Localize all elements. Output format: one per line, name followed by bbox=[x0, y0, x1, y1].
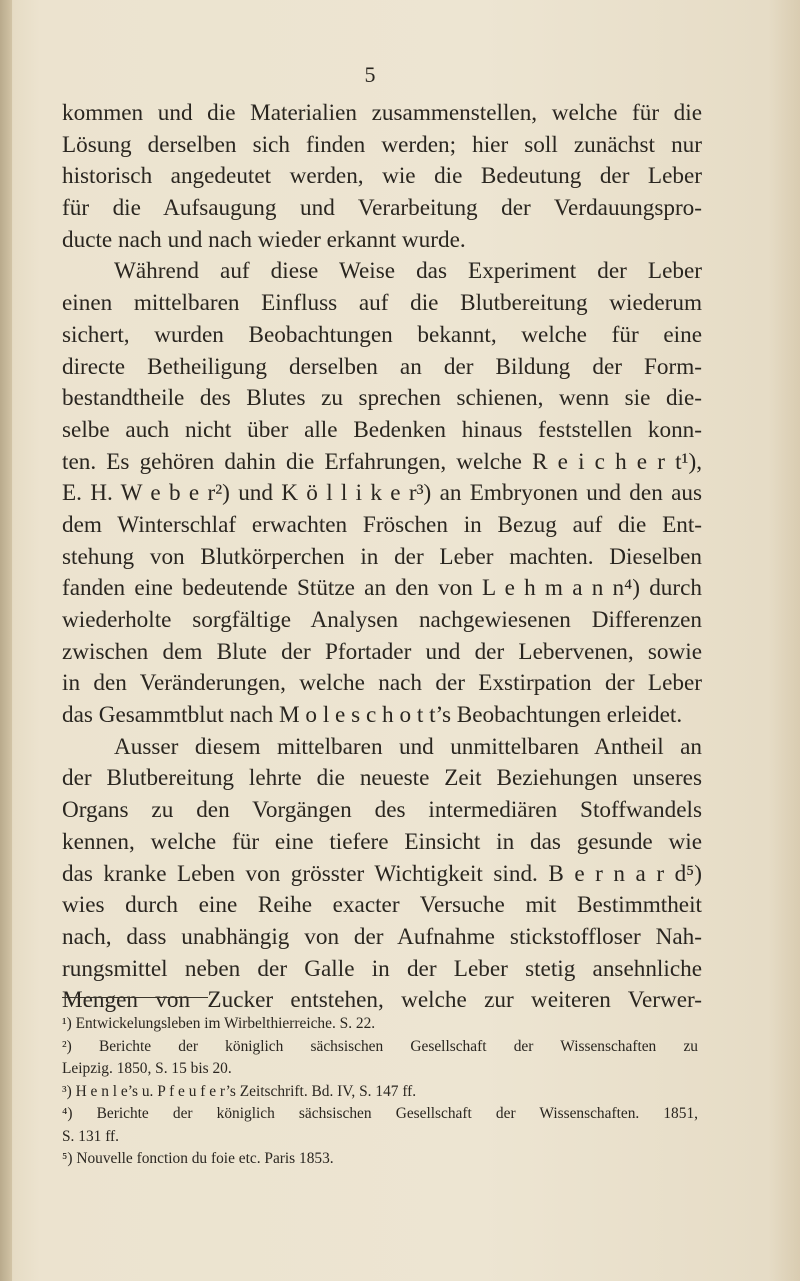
text-line: fanden eine bedeutende Stütze an den von L e h m a n n⁴) durch bbox=[62, 575, 702, 602]
text-line: zwischen dem Blute der Pfortader und der Lebervenen, sowie bbox=[62, 638, 702, 665]
text-line: einen mittelbaren Einfluss auf die Blutbereitung wiederum bbox=[62, 290, 702, 317]
text-line: für die Aufsaugung und Verarbeitung der Verdauungspro- bbox=[62, 195, 702, 222]
text-line: sichert, wurden Beobachtungen bekannt, welche für eine bbox=[62, 321, 702, 348]
text-line: E. H. W e b e r²) und K ö l l i k e r³) an Embryonen und den aus bbox=[62, 480, 702, 507]
footnote-line: ³) H e n l e’s u. P f e u f e r’s Zeitschrift. Bd. IV, S. 147 ff. bbox=[62, 1082, 417, 1100]
text-line: kennen, welche für eine tiefere Einsicht in das gesunde wie bbox=[62, 828, 702, 855]
text-line: wiederholte sorgfältige Analysen nachgewiesenen Differenzen bbox=[62, 607, 702, 633]
text-line: Mengen von Zucker entstehen, welche zur weiteren Verwer- bbox=[62, 987, 702, 1014]
text-line: Lösung derselben sich finden werden; hier soll zunächst nur bbox=[62, 131, 702, 158]
text-line: ten. Es gehören dahin die Erfahrungen, welche R e i c h e r t¹), bbox=[62, 448, 702, 475]
text-line: Organs zu den Vorgängen des intermediären Stoffwandels bbox=[62, 797, 702, 824]
text-line: selbe auch nicht über alle Bedenken hinaus feststellen konn- bbox=[62, 416, 702, 443]
text-line: nach, dass unabhängig von der Aufnahme stickstoffloser Nah- bbox=[62, 923, 702, 950]
body-text bbox=[62, 98, 702, 1017]
text-line: directe Betheiligung derselben an der Bildung der Form- bbox=[62, 353, 702, 380]
footnote-line: ¹) Entwickelungsleben im Wirbelthierreiche. S. 22. bbox=[62, 1015, 376, 1032]
footnote-line: ²) Berichte der königlich sächsischen Gesellschaft der Wissenschaften zu bbox=[62, 1037, 698, 1055]
text-line: in den Veränderungen, welche nach der Exstirpation der Leber bbox=[62, 670, 702, 697]
page-number: 5 bbox=[364, 62, 376, 87]
footnote-line: S. 131 ff. bbox=[62, 1127, 120, 1145]
footnote-line: ⁴) Berichte der königlich sächsischen Gesellschaft der Wissenschaften. 1851, bbox=[62, 1105, 698, 1122]
text-line: historisch angedeutet werden, wie die Bedeutung der Leber bbox=[62, 163, 702, 190]
text-line: wies durch eine Reihe exacter Versuche mit Bestimmtheit bbox=[62, 892, 702, 919]
text-line: rungsmittel neben der Galle in der Leber stetig ansehnliche bbox=[62, 955, 702, 982]
text-line: Ausser diesem mittelbaren und unmittelbaren Antheil an bbox=[114, 733, 702, 760]
footnotes bbox=[62, 1013, 698, 1171]
footnote-divider bbox=[62, 997, 208, 998]
text-line: der Blutbereitung lehrte die neueste Zeit Beziehungen unseres bbox=[62, 765, 702, 792]
text-line: das kranke Leben von grösster Wichtigkeit sind. B e r n a r d⁵) bbox=[62, 860, 702, 887]
text-line: Während auf diese Weise das Experiment der Leber bbox=[114, 258, 702, 285]
page-gutter-edge bbox=[0, 0, 12, 1281]
text-line: das Gesammtblut nach M o l e s c h o t t’s Beobachtungen erleidet. bbox=[62, 702, 683, 729]
text-line: stehung von Blutkörperchen in der Leber machten. Dieselben bbox=[62, 543, 702, 570]
text-line: kommen und die Materialien zusammenstellen, welche für die bbox=[62, 100, 702, 126]
text-line: dem Winterschlaf erwachten Fröschen in Bezug auf die Ent- bbox=[62, 511, 702, 538]
footnote-line: Leipzig. 1850, S. 15 bis 20. bbox=[62, 1060, 232, 1077]
footnote-line: ⁵) Nouvelle fonction du foie etc. Paris 1853. bbox=[62, 1150, 334, 1167]
text-line: ducte nach und nach wieder erkannt wurde. bbox=[62, 226, 466, 253]
text-line: bestandtheile des Blutes zu sprechen schienen, wenn sie die- bbox=[62, 385, 702, 412]
